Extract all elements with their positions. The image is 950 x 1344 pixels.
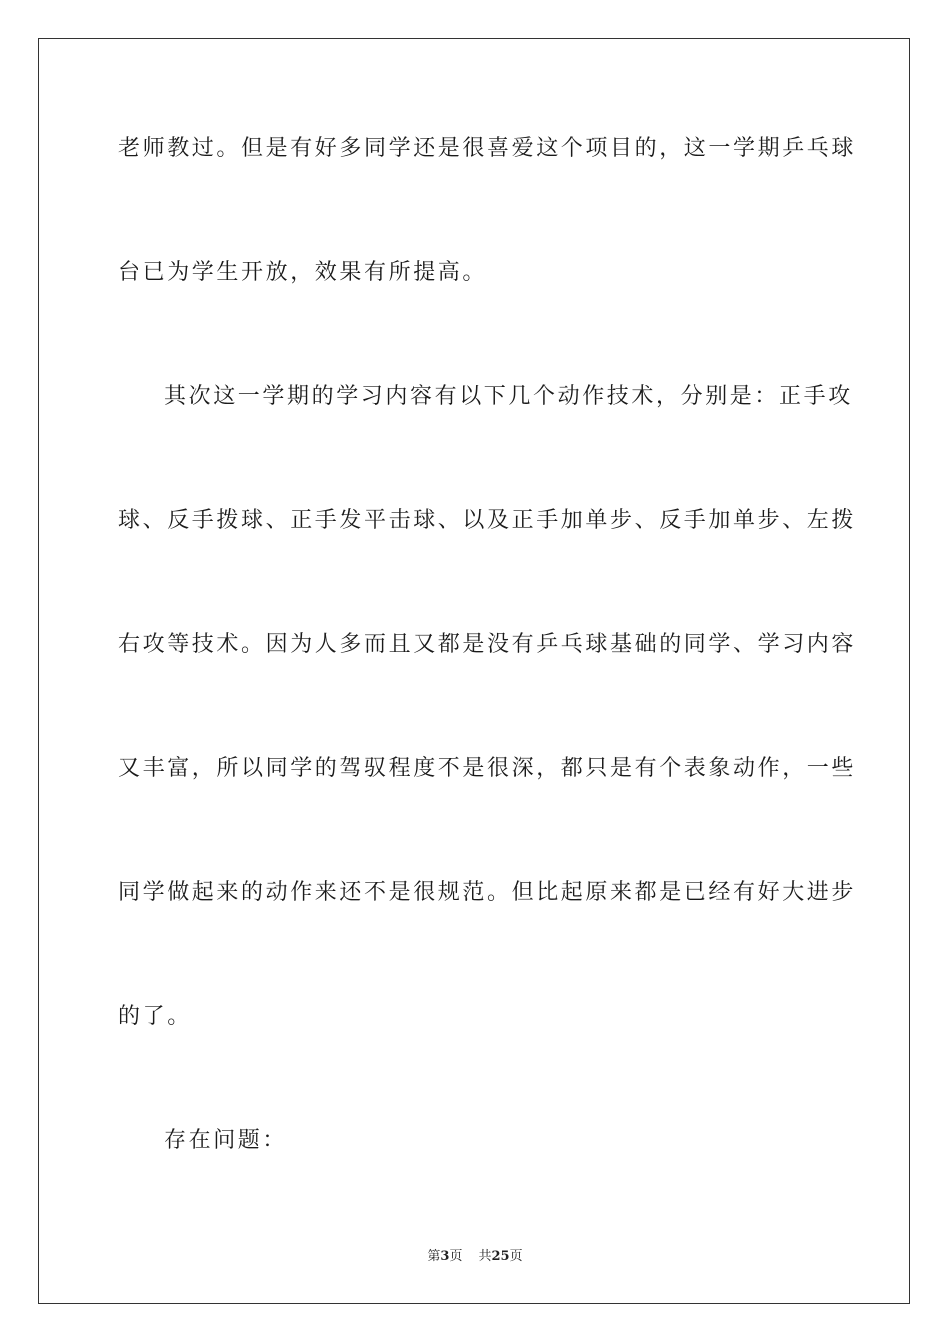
text-line: 右攻等技术。因为人多而且又都是没有乒乓球基础的同学、学习内容 (118, 632, 857, 657)
text-line: 台已为学生开放，效果有所提高。 (118, 260, 488, 285)
text-line: 老师教过。但是有好多同学还是很喜爱这个项目的，这一学期乒乓球 (118, 136, 857, 161)
text-line: 又丰富，所以同学的驾驭程度不是很深，都只是有个表象动作，一些 (118, 756, 857, 781)
text-line: 同学做起来的动作来还不是很规范。但比起原来都是已经有好大进步 (118, 880, 857, 905)
page-prefix: 第 (427, 1249, 441, 1264)
page-footer (0, 1248, 950, 1266)
total-prefix: 共 (478, 1249, 492, 1264)
text-line: 球、反手拨球、正手发平击球、以及正手加单步、反手加单步、左拨 (118, 508, 857, 533)
total-suffix: 页 (509, 1249, 523, 1264)
page-frame (38, 38, 910, 1304)
page-suffix: 页 (449, 1249, 463, 1264)
text-line: 其次这一学期的学习内容有以下几个动作技术，分别是：正手攻 (164, 384, 853, 409)
total-pages: 25 (491, 1249, 510, 1264)
page-number: 3 (440, 1249, 450, 1264)
text-line: 存在问题： (164, 1128, 288, 1153)
text-line: 的了。 (118, 1004, 192, 1029)
